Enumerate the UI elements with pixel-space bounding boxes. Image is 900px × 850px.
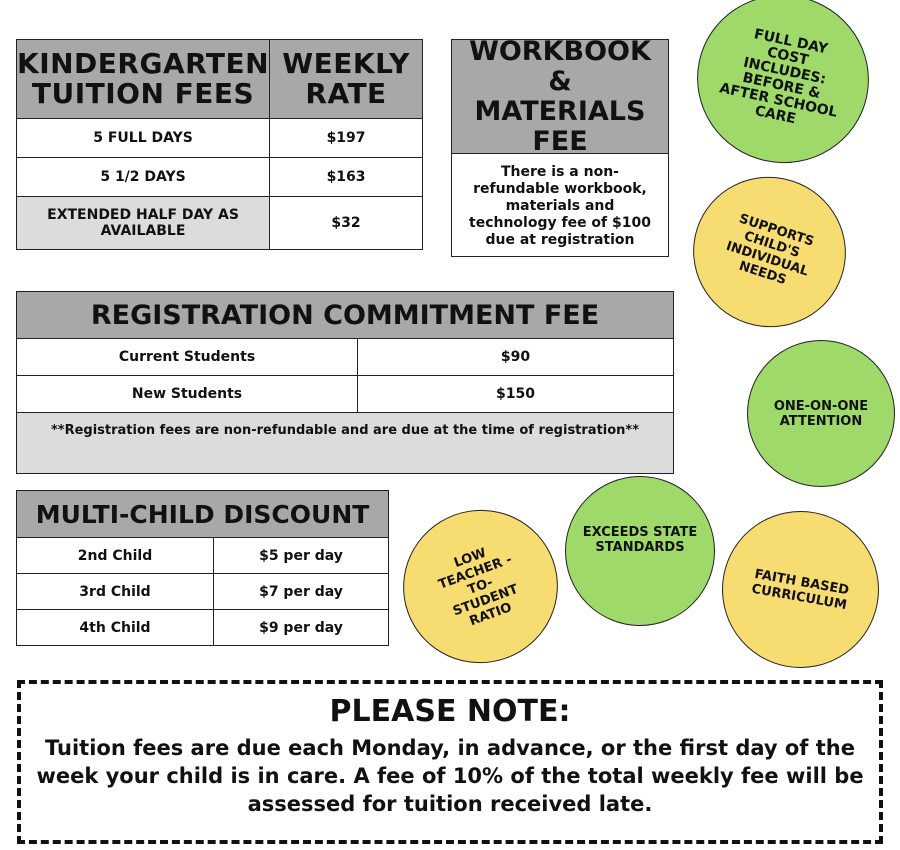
registration-row-label: Current Students [17,339,358,376]
table-row [17,119,423,158]
table-row [17,339,674,376]
registration-table [16,291,674,474]
registration-row-label: New Students [17,376,358,413]
badge-full-day [681,0,884,179]
badge-one-on-one-text: ONE-ON-ONE ATTENTION [773,398,869,429]
badge-faith-text: FAITH BASED CURRICULUM [750,566,851,613]
table-row [17,574,389,610]
workbook-fee-box [451,35,669,257]
badge-low-ratio [382,488,580,685]
workbook-title-line2: & [548,65,572,97]
tuition-row-rate: $163 [270,158,423,197]
please-note-title: PLEASE NOTE: [329,694,571,729]
registration-row-fee: $150 [358,376,674,413]
badge-exceeds-text: EXCEEDS STATE STANDARDS [582,525,698,555]
table-row [17,538,389,574]
multichild-row-label: 4th Child [17,610,214,646]
badge-low-ratio-text: LOW TEACHER -TO- STUDENT RATIO [436,545,521,630]
multichild-row-discount: $5 per day [214,538,389,574]
badge-exceeds-standards [565,476,715,626]
table-row [17,610,389,646]
workbook-title-line3: MATERIALS FEE [474,95,646,157]
table-row [17,158,423,197]
multichild-row-discount: $7 per day [214,574,389,610]
registration-row-fee: $90 [358,339,674,376]
badge-faith-based [710,499,892,681]
please-note-box [17,680,883,844]
tuition-row-label: 5 FULL DAYS [17,119,270,158]
tuition-header-rate: WEEKLY RATE [270,40,423,119]
tuition-row-label: EXTENDED HALF DAY AS AVAILABLE [17,197,270,250]
tuition-row-rate: $197 [270,119,423,158]
tuition-row-rate: $32 [270,197,423,250]
multichild-row-label: 2nd Child [17,538,214,574]
badge-supports-needs [674,157,866,347]
workbook-description: There is a non-refundable workbook, materials and technology fee of $100 due at registration [469,164,651,248]
multichild-discount-table [16,490,389,646]
table-row [17,197,423,250]
multichild-row-discount: $9 per day [214,610,389,646]
multichild-title: MULTI-CHILD DISCOUNT [17,491,389,538]
tuition-table [16,39,423,250]
registration-title: REGISTRATION COMMITMENT FEE [17,292,674,339]
workbook-title-line1: WORKBOOK [469,35,651,67]
tuition-row-label: 5 1/2 DAYS [17,158,270,197]
badge-one-on-one [747,340,895,487]
badge-supports-text: SUPPORTS CHILD'S INDIVIDUAL NEEDS [724,211,816,289]
badge-full-day-text: FULL DAY COST INCLUDES: BEFORE & AFTER SCHOOL CARE [718,26,839,128]
workbook-title [452,35,668,157]
multichild-row-label: 3rd Child [17,574,214,610]
tuition-header-label: KINDERGARTEN TUITION FEES [17,40,270,119]
please-note-text: Tuition fees are due each Monday, in advance, or the first day of the week your child is in care. A fee of 10% of the total weekly fee will be assessed for tuition received late. [36,736,864,816]
table-row [17,376,674,413]
registration-note: **Registration fees are non-refundable and are due at the time of registration** [17,413,674,474]
